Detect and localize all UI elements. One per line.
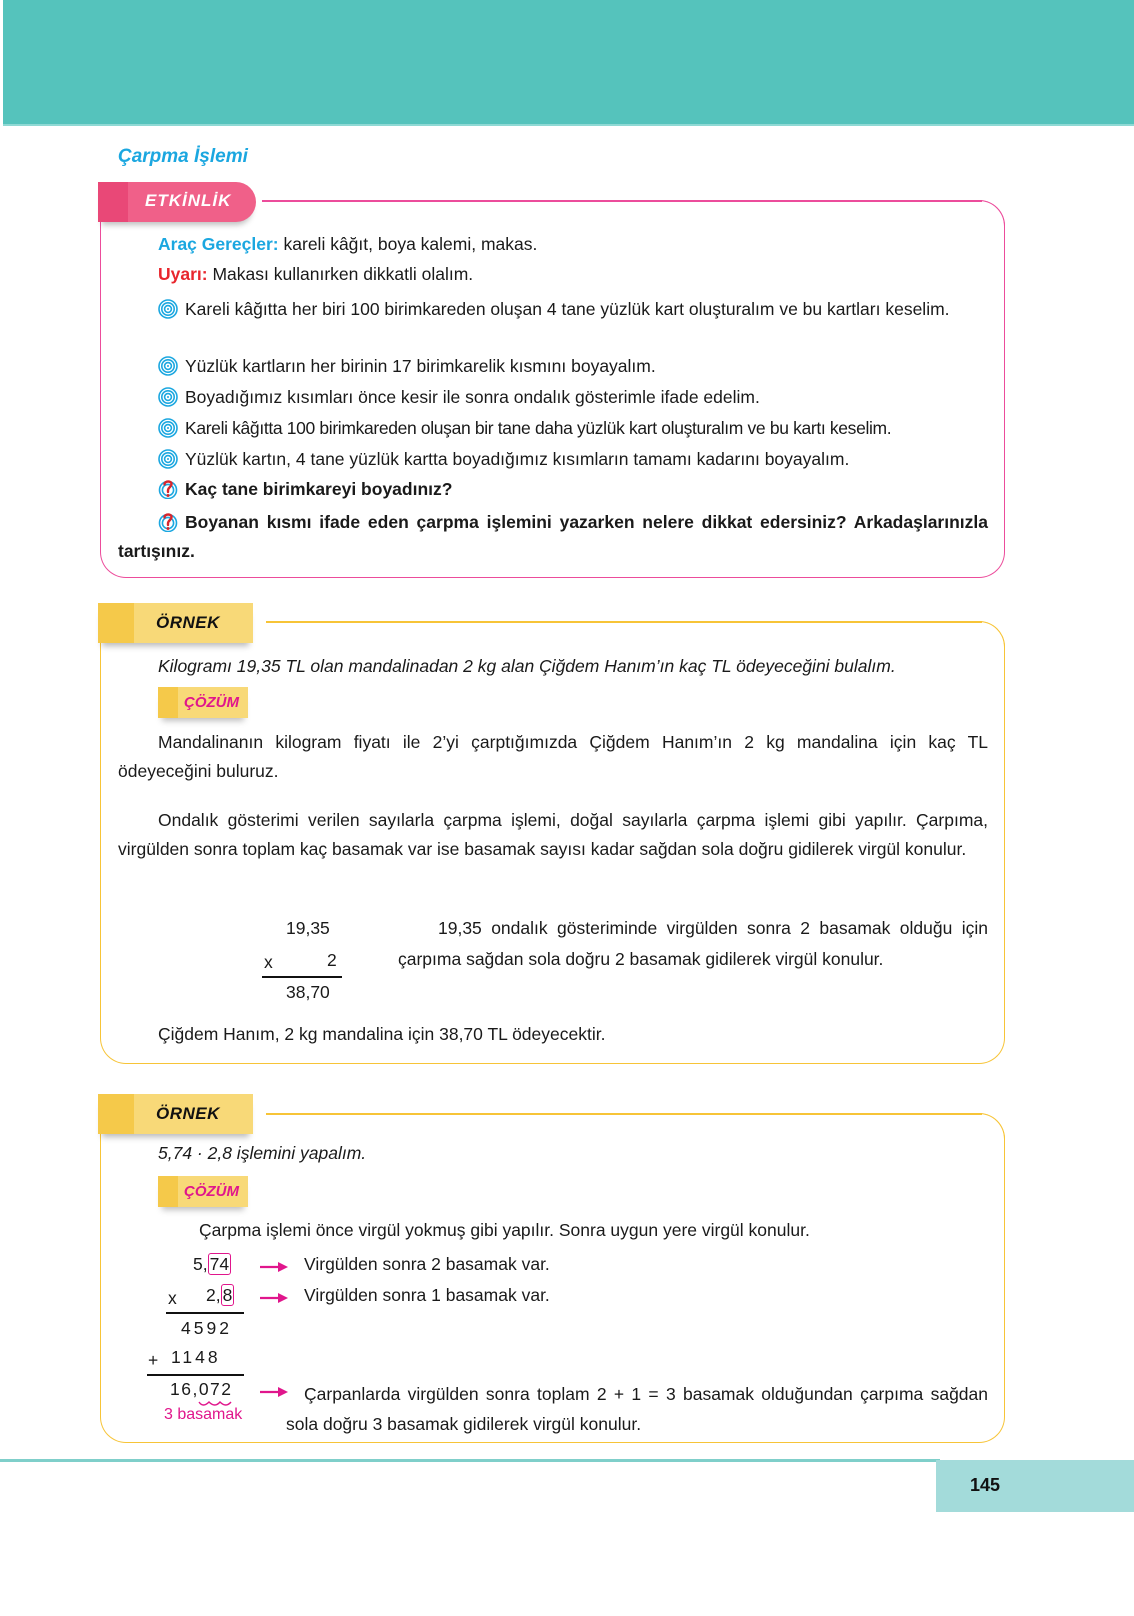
tools-line xyxy=(158,234,537,255)
spiral-bullet-icon xyxy=(158,356,178,376)
final-product: 16,072 xyxy=(170,1379,233,1399)
activity-question: Boyanan kısmı ifade eden çarpma işlemini yazarken nelere dikkat edersiniz? Arkadaşlarınızla tartışınız. xyxy=(118,512,988,561)
example2-tag: ÖRNEK xyxy=(98,1094,253,1134)
plus-sign: + xyxy=(148,1350,159,1370)
page-number-box xyxy=(936,1460,1134,1512)
activity-border-top xyxy=(262,200,982,202)
arrow-right-icon xyxy=(259,1292,289,1304)
spiral-bullet-icon xyxy=(158,449,178,469)
example1-border-corner xyxy=(960,621,1005,661)
example1-problem: Kilogramı 19,35 TL olan mandalinadan 2 kg alan Çiğdem Hanım’ın kaç TL ödeyeceğini bulalım. xyxy=(158,656,896,676)
multiplier: 2 xyxy=(327,950,337,970)
result: 38,70 xyxy=(286,982,330,1002)
arrow-right-icon xyxy=(259,1386,289,1398)
spiral-bullet-icon xyxy=(158,387,178,407)
example2-border-corner xyxy=(960,1113,1005,1153)
example1-conclusion: Çiğdem Hanım, 2 kg mandalina için 38,70 TL ödeyecektir. xyxy=(158,1024,606,1044)
decimal-digits-box: 74 xyxy=(209,1254,230,1274)
example1-paragraph: Mandalinanın kilogram fiyatı ile 2’yi çarptığımızda Çiğdem Hanım’ın 2 kg mandalina için kaç TL ödeyeceğini buluruz. xyxy=(118,732,988,781)
activity-question: Kaç tane birimkareyi boyadınız? xyxy=(158,479,452,500)
question-spiral-icon xyxy=(158,512,178,532)
tools-label: Araç Gereçler: xyxy=(158,234,279,254)
header-divider xyxy=(3,124,1134,126)
example2-solution-tag: ÇÖZÜM xyxy=(158,1176,248,1207)
example1-rule-paragraph: Ondalık gösterimi verilen sayılarla çarpma işlemi, doğal sayılarla çarpma işlemi gibi yapılır. Çarpıma, virgülden sonra toplam kaç basamak var ise basamak sayısı kadar sağdan sola doğru gidilerek virgül konulur. xyxy=(118,810,988,859)
spiral-bullet-icon xyxy=(158,418,178,438)
activity-tag xyxy=(98,182,256,222)
question-spiral-icon xyxy=(158,479,178,499)
partial-product-2: 1148 xyxy=(171,1347,221,1367)
header-band xyxy=(3,0,1134,124)
example1-solution-tag: ÇÖZÜM xyxy=(158,687,248,718)
activity-step: Kareli kâğıtta 100 birimkareden oluşan bir tane daha yüzlük kart oluşturalım ve bu kartı keselim. xyxy=(158,418,891,439)
operator: x xyxy=(264,952,273,972)
operator: x xyxy=(168,1288,177,1308)
activity-tag-label: ETKİNLİK xyxy=(145,191,232,210)
example2-border-top xyxy=(266,1113,982,1115)
section-title: Çarpma İşlemi xyxy=(118,146,248,167)
example2-note: Çarpanlarda virgülden sonra toplam 2 + 1 = 3 basamak olduğundan çarpıma sağdan sola doğru 3 basamak gidilerek virgül konulur. xyxy=(286,1384,988,1434)
warning-label: Uyarı: xyxy=(158,264,208,284)
activity-step: Yüzlük kartların her birinin 17 birimkarelik kısmını boyayalım. xyxy=(158,356,656,377)
partial-product-1: 4592 xyxy=(181,1318,232,1338)
example2-intro: Çarpma işlemi önce virgül yokmuş gibi yapılır. Sonra uygun yere virgül konulur. xyxy=(199,1220,810,1240)
warning-text: Makası kullanırken dikkatli olalım. xyxy=(212,264,474,284)
decimal-digits-box: 8 xyxy=(222,1285,233,1305)
example1-explanation: 19,35 ondalık gösteriminde virgülden sonra 2 basamak olduğu için çarpıma sağdan sola doğru 2 basamak gidilerek virgül konulur. xyxy=(398,918,988,969)
multiplicand: 5, 74 xyxy=(193,1254,230,1274)
example2-problem: 5,74 · 2,8 işlemini yapalım. xyxy=(158,1143,367,1163)
activity-step: Kareli kâğıtta her biri 100 birimkareden oluşan 4 tane yüzlük kart oluşturalım ve bu kartları keselim. xyxy=(118,295,988,324)
calc-rule xyxy=(147,1374,244,1376)
example2-note: Virgülden sonra 1 basamak var. xyxy=(304,1285,550,1305)
warning-line xyxy=(158,264,473,285)
spiral-bullet-icon xyxy=(158,299,178,319)
activity-border-corner xyxy=(960,200,1005,240)
multiplicand: 19,35 xyxy=(286,918,330,938)
tools-text: kareli kâğıt, boya kalemi, makas. xyxy=(283,234,538,254)
activity-step: Yüzlük kartın, 4 tane yüzlük kartta boyadığımız kısımların tamamı kadarını boyayalım. xyxy=(158,449,849,470)
arrow-right-icon xyxy=(259,1261,289,1273)
activity-step: Boyadığımız kısımları önce kesir ile sonra ondalık gösterimle ifade edelim. xyxy=(158,387,760,408)
digit-count-note: 3 basamak xyxy=(164,1406,243,1423)
example2-note: Virgülden sonra 2 basamak var. xyxy=(304,1254,550,1274)
calc-rule xyxy=(166,1312,244,1314)
calc-rule xyxy=(262,976,342,978)
multiplier: 2, 8 xyxy=(206,1285,233,1305)
footer-divider xyxy=(0,1459,940,1462)
example1-border-top xyxy=(266,621,982,623)
page-number: 145 xyxy=(970,1475,1001,1495)
example1-tag: ÖRNEK xyxy=(98,603,253,643)
